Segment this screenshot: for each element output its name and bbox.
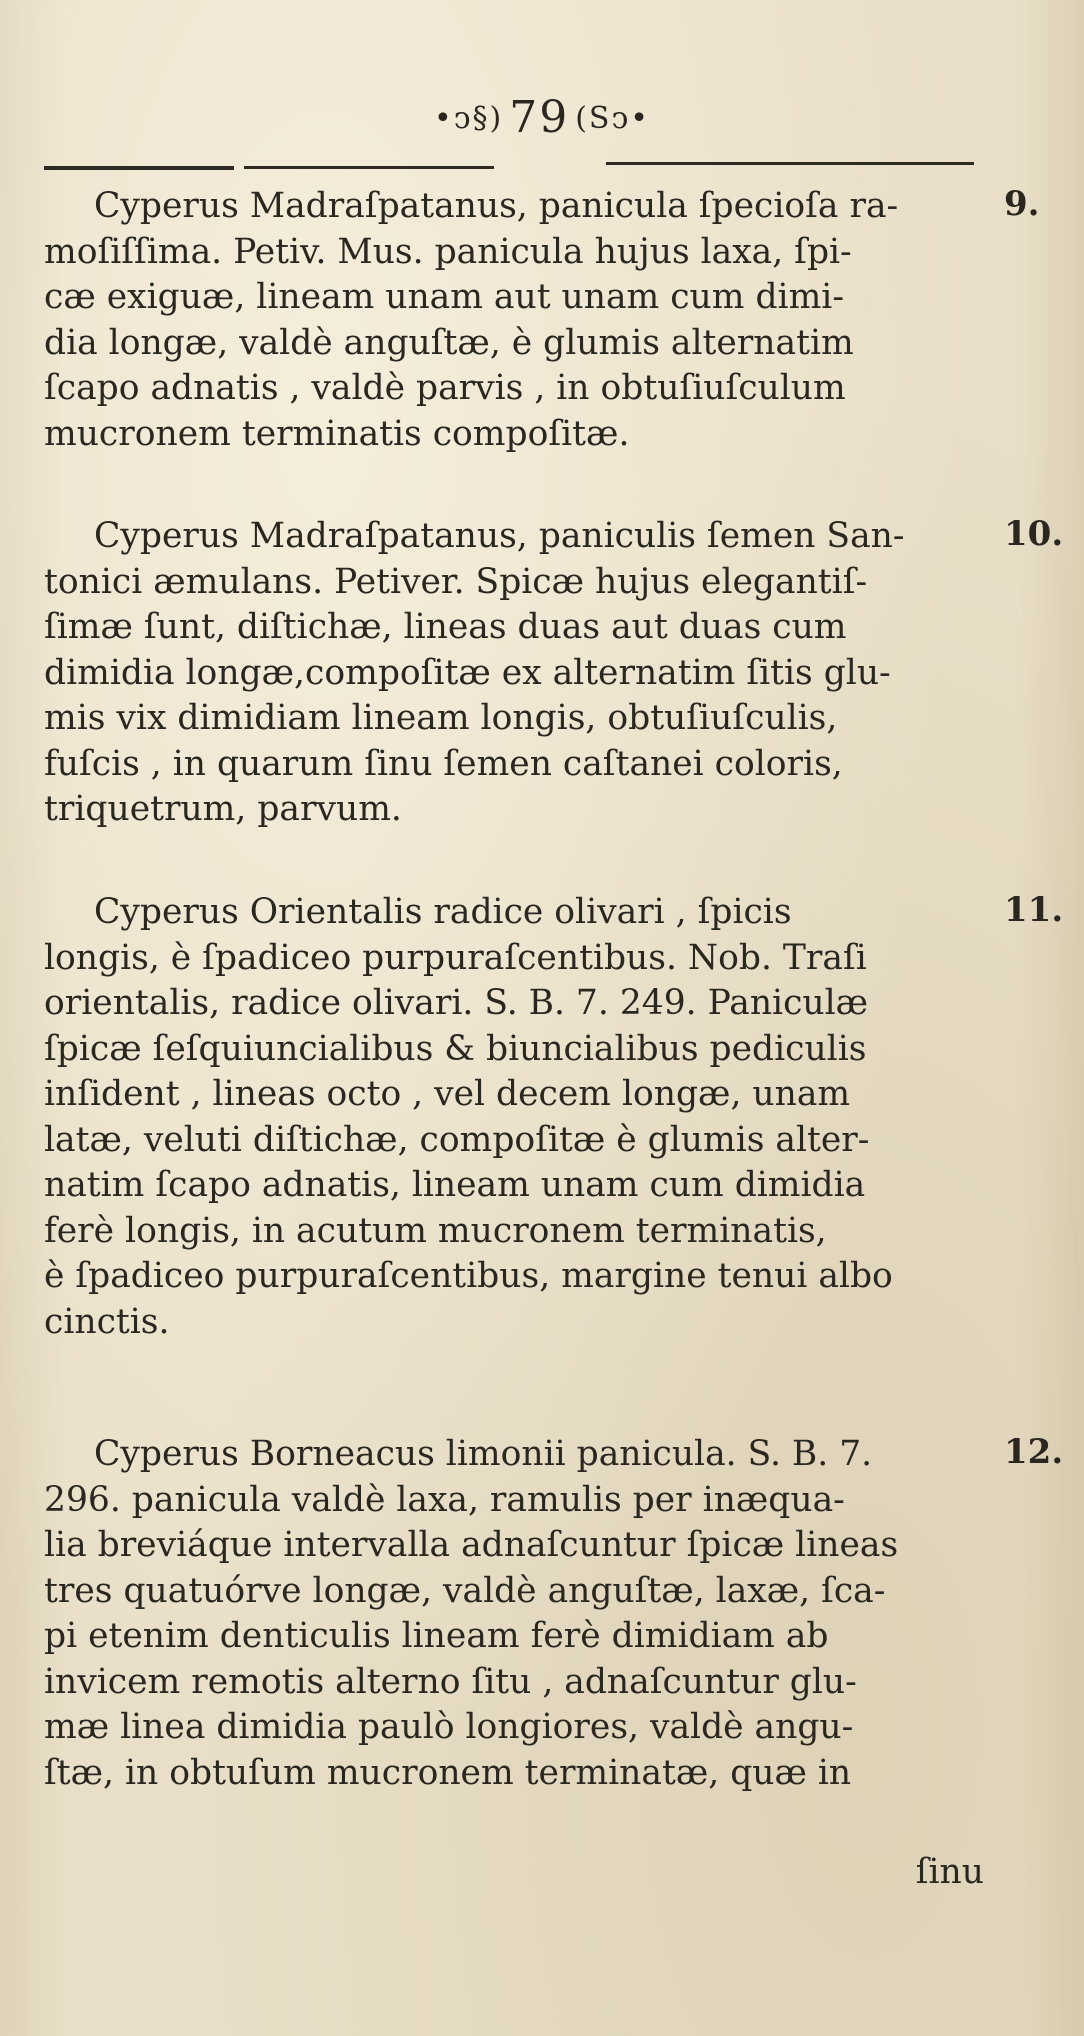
entry-line: inſident , lineas octo , vel decem longæ, unam	[44, 1074, 851, 1114]
header-rule-right	[606, 162, 974, 165]
entry-line: lia breviáque intervalla adnaſcuntur ſpicæ lineas	[44, 1525, 899, 1565]
entry-11	[44, 890, 984, 1345]
entry-line: Cyperus Madraſpatanus, panicula ſpecioſa ra-	[94, 186, 899, 226]
right-ornament: (Sↄ•	[575, 101, 650, 136]
entry-line: Cyperus Madraſpatanus, paniculis ſemen San-	[94, 516, 905, 556]
page-header	[0, 92, 1084, 143]
entry-line: ſimæ ſunt, diſtichæ, lineas duas aut duas cum	[44, 607, 847, 647]
entry-line: Cyperus Orientalis radice olivari , ſpicis	[94, 892, 792, 932]
entry-line: latæ, veluti diſtichæ, compoſitæ è glumis alter-	[44, 1119, 870, 1160]
header-rule-left	[44, 166, 234, 170]
entry-12	[44, 1432, 984, 1796]
entry-9	[44, 184, 984, 457]
entry-line: mucronem terminatis compoſitæ.	[44, 413, 630, 454]
entry-line: orientalis, radice olivari. S. B. 7. 249. Paniculæ	[44, 983, 869, 1023]
entry-line: Cyperus Borneacus limonii panicula. S. B. 7.	[94, 1434, 873, 1474]
entry-marker: 10.	[1004, 514, 1064, 554]
entry-line: ſcapo adnatis , valdè parvis , in obtuſiuſculum	[44, 368, 846, 408]
entry-line: mæ linea dimidia paulò longiores, valdè angu-	[44, 1707, 854, 1747]
entry-line: natim ſcapo adnatis, lineam unam cum dimidia	[44, 1165, 866, 1205]
entry-10	[44, 514, 984, 833]
entry-line: tonici æmulans. Petiver. Spicæ hujus elegantiſ-	[44, 561, 868, 602]
entry-line: longis, è ſpadiceo purpuraſcentibus. Nob. Traſi	[44, 937, 867, 978]
entry-marker: 12.	[1004, 1432, 1064, 1472]
entry-line: 296. panicula valdè laxa, ramulis per inæqua-	[44, 1479, 845, 1520]
entry-line: dimidia longæ,compoſitæ ex alternatim ſitis glu-	[44, 652, 891, 693]
entry-line: pi etenim denticulis lineam ferè dimidiam ab	[44, 1616, 829, 1656]
entry-line: moſiſſima. Petiv. Mus. panicula hujus laxa, ſpi-	[44, 231, 852, 272]
entry-marker: 9.	[1004, 184, 1040, 224]
page-number: 79	[509, 92, 570, 143]
entry-line: cæ exiguæ, lineam unam aut unam cum dimi-	[44, 277, 844, 317]
entry-line: tres quatuórve longæ, valdè anguſtæ, laxæ, ſca-	[44, 1570, 886, 1611]
entry-line: ſtæ, in obtuſum mucronem terminatæ, quæ in	[44, 1752, 852, 1793]
left-ornament: •ↄ§)	[434, 101, 504, 136]
entry-line: è ſpadiceo purpuraſcentibus, margine tenui albo	[44, 1256, 893, 1296]
catchword: ſinu	[915, 1852, 984, 1892]
entry-line: cinctis.	[44, 1301, 170, 1342]
entry-line: ſpicæ ſeſquiuncialibus & biuncialibus pediculis	[44, 1028, 867, 1069]
header-rule-middle	[244, 166, 494, 169]
entry-marker: 11.	[1004, 890, 1064, 930]
entry-line: dia longæ, valdè anguſtæ, è glumis alternatim	[44, 322, 854, 363]
entry-line: fuſcis , in quarum ſinu ſemen caſtanei coloris,	[44, 743, 843, 784]
entry-line: invicem remotis alterno ſitu , adnaſcuntur glu-	[44, 1661, 857, 1702]
entry-line: triquetrum, parvum.	[44, 789, 402, 829]
entry-line: ferè longis, in acutum mucronem terminatis,	[44, 1210, 827, 1251]
entry-line: mis vix dimidiam lineam longis, obtuſiuſculis,	[44, 698, 838, 738]
